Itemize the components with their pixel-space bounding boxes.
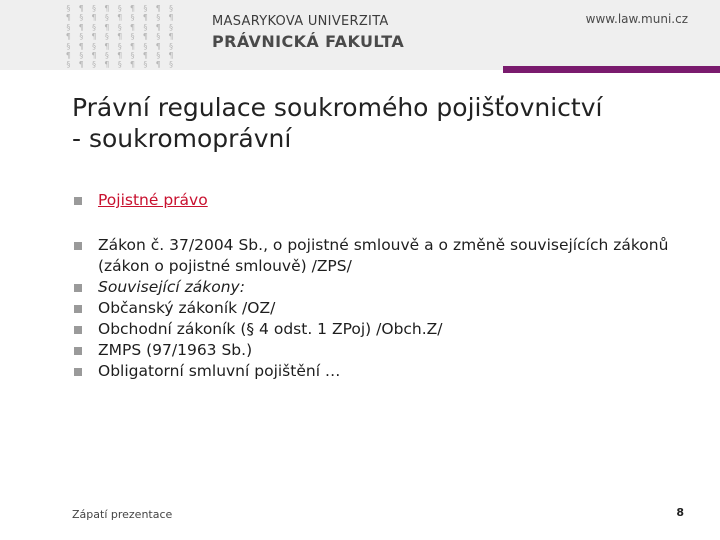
bullet-text: Obligatorní smluvní pojištění … bbox=[98, 362, 341, 380]
bullet-item bbox=[72, 235, 692, 277]
bullet-item bbox=[72, 319, 692, 340]
bullet-list bbox=[72, 190, 692, 382]
title-line-1: Právní regulace soukromého pojišťovnictví bbox=[72, 93, 603, 122]
bullet-text: Zákon č. 37/2004 Sb., o pojistné smlouvě a o změně souvisejících zákonů (zákon o pojistné smlouvě) /ZPS/ bbox=[98, 236, 669, 275]
bullet-item bbox=[72, 277, 692, 298]
faculty-name: PRÁVNICKÁ FAKULTA bbox=[212, 32, 405, 51]
square-bullet-icon bbox=[74, 284, 82, 292]
bullet-text: Obchodní zákoník (§ 4 odst. 1 ZPoj) /Obch.Z/ bbox=[98, 320, 443, 338]
page-number: 8 bbox=[676, 506, 684, 519]
bullet-text: Související zákony: bbox=[98, 278, 245, 296]
title-line-2: - soukromoprávní bbox=[72, 124, 292, 153]
slide-header bbox=[0, 0, 720, 70]
square-bullet-icon bbox=[74, 368, 82, 376]
square-bullet-icon bbox=[74, 305, 82, 313]
bullet-text: ZMPS (97/1963 Sb.) bbox=[98, 341, 253, 359]
slide-title bbox=[72, 92, 692, 154]
square-bullet-icon bbox=[74, 347, 82, 355]
website-url[interactable]: www.law.muni.cz bbox=[585, 12, 688, 26]
square-bullet-icon bbox=[74, 242, 82, 250]
square-bullet-icon bbox=[74, 326, 82, 334]
accent-bar bbox=[503, 66, 720, 73]
bullet-text: Občanský zákoník /OZ/ bbox=[98, 299, 276, 317]
bullet-item bbox=[72, 190, 692, 211]
bullet-item bbox=[72, 340, 692, 361]
pojistne-pravo-link[interactable]: Pojistné právo bbox=[98, 191, 208, 209]
bullet-item bbox=[72, 361, 692, 382]
footer-text: Zápatí prezentace bbox=[72, 508, 173, 521]
square-bullet-icon bbox=[74, 197, 82, 205]
university-name: MASARYKOVA UNIVERZITA bbox=[212, 14, 389, 29]
paragraph-pattern-logo: § ¶ § ¶ § ¶ § ¶ § ¶ § ¶ § ¶ § ¶ § ¶ § ¶ § ¶ § ¶ § ¶ § ¶ § ¶ § ¶ § ¶ § ¶ § ¶ § ¶ § ¶ § ¶ § ¶ § ¶ § ¶ § ¶ § ¶ § ¶ § ¶ § ¶ § ¶ § bbox=[66, 4, 176, 68]
bullet-item bbox=[72, 298, 692, 319]
